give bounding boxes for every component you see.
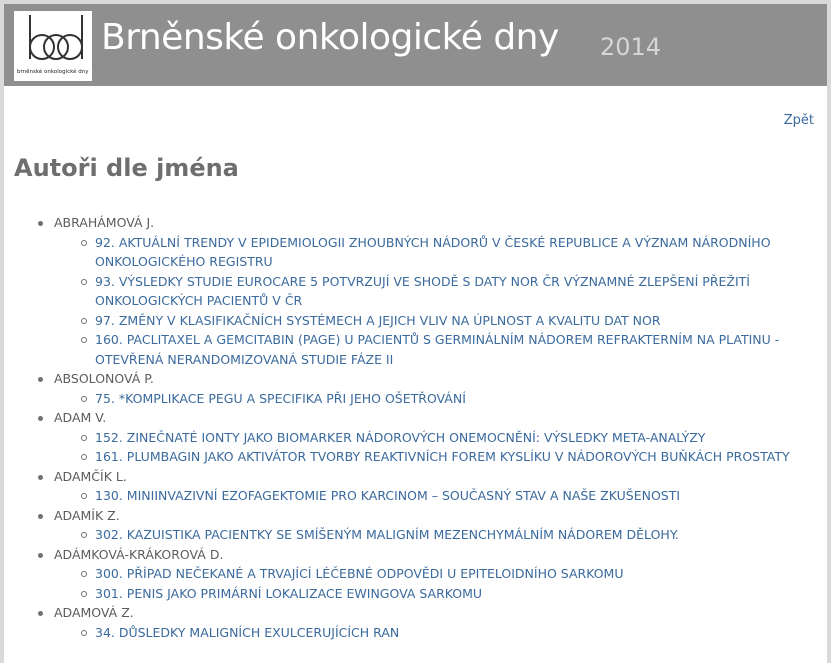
author-name: ADAMOVÁ Z. bbox=[54, 605, 134, 620]
site-title: Brněnské onkologické dny bbox=[101, 17, 559, 58]
paper-title[interactable]: 93. VÝSLEDKY STUDIE EUROCARE 5 POTVRZUJÍ VE SHODĚ S DATY NOR ČR VÝZNAMNÉ ZLEPŠENÍ PŘEŽITÍ ONKOLOGICKÝCH PACIENTŮ V ČR bbox=[95, 273, 750, 308]
circle-bullet-icon bbox=[81, 318, 87, 324]
site-year: 2014 bbox=[600, 33, 662, 61]
disc-bullet-icon bbox=[38, 377, 43, 382]
paper-list bbox=[54, 233, 827, 370]
disc-bullet-icon bbox=[38, 514, 43, 519]
author-name: ABRAHÁMOVÁ J. bbox=[54, 215, 155, 230]
disc-bullet-icon bbox=[38, 553, 43, 558]
paper-link[interactable] bbox=[54, 389, 827, 409]
paper-link[interactable] bbox=[54, 233, 827, 272]
paper-list bbox=[54, 389, 827, 409]
paper-list bbox=[54, 564, 827, 603]
paper-link[interactable] bbox=[54, 584, 827, 604]
paper-title[interactable]: 300. PŘÍPAD NEČEKANÉ A TRVAJÍCÍ LÉČEBNÉ ODPOVĚDI U EPITELOIDNÍHO SARKOMU bbox=[95, 566, 624, 581]
circle-bullet-icon bbox=[81, 435, 87, 441]
author-list bbox=[4, 213, 827, 642]
paper-title[interactable]: 161. PLUMBAGIN JAKO AKTIVÁTOR TVORBY REAKTIVNÍCH FOREM KYSLÍKU V NÁDOROVÝCH BUŇKÁCH PROSTATY bbox=[95, 449, 790, 464]
paper-title[interactable]: 302. KAZUISTIKA PACIENTKY SE SMÍŠENÝM MALIGNÍM MEZENCHYMÁLNÍM NÁDOREM DĚLOHY. bbox=[95, 527, 679, 542]
author-item bbox=[4, 408, 827, 467]
author-name: ADÁMKOVÁ-KRÁKOROVÁ D. bbox=[54, 546, 224, 562]
author-item bbox=[4, 213, 827, 369]
disc-bullet-icon bbox=[38, 475, 43, 480]
logo-caption: brněnské onkologické dny bbox=[17, 69, 89, 75]
page-frame bbox=[4, 4, 827, 663]
paper-link[interactable] bbox=[54, 564, 827, 584]
paper-link[interactable] bbox=[54, 272, 827, 311]
disc-bullet-icon bbox=[38, 416, 43, 421]
paper-link[interactable] bbox=[54, 486, 827, 506]
circle-bullet-icon bbox=[81, 279, 87, 285]
author-item bbox=[4, 603, 827, 642]
paper-title[interactable]: 301. PENIS JAKO PRIMÁRNÍ LOKALIZACE EWINGOVA SARKOMU bbox=[95, 585, 483, 601]
paper-link[interactable] bbox=[54, 447, 827, 467]
circle-bullet-icon bbox=[81, 571, 87, 577]
disc-bullet-icon bbox=[38, 611, 43, 616]
circle-bullet-icon bbox=[81, 532, 87, 538]
paper-list bbox=[54, 486, 827, 506]
paper-title[interactable]: 34. DŮSLEDKY MALIGNÍCH EXULCERUJÍCÍCH RAN bbox=[95, 624, 400, 640]
paper-link[interactable] bbox=[54, 330, 827, 369]
paper-title[interactable]: 75. *KOMPLIKACE PEGU A SPECIFIKA PŘI JEHO OŠETŘOVÁNÍ bbox=[95, 390, 466, 406]
paper-list bbox=[54, 525, 827, 545]
circle-bullet-icon bbox=[81, 240, 87, 246]
circle-bullet-icon bbox=[81, 396, 87, 402]
author-item bbox=[4, 369, 827, 408]
circle-bullet-icon bbox=[81, 591, 87, 597]
author-name: ABSOLONOVÁ P. bbox=[54, 371, 154, 386]
paper-link[interactable] bbox=[54, 525, 827, 545]
circle-bullet-icon bbox=[81, 493, 87, 499]
circle-bullet-icon bbox=[81, 337, 87, 343]
paper-title[interactable]: 160. PACLITAXEL A GEMCITABIN (PAGE) U PACIENTŮ S GERMINÁLNÍM NÁDOREM REFRAKTERNÍM NA PLATINU - OTEVŘENÁ NERANDOMIZOVANÁ STUDIE FÁZE II bbox=[95, 332, 780, 367]
paper-title[interactable]: 152. ZINEČNATÉ IONTY JAKO BIOMARKER NÁDOROVÝCH ONEMOCNĚNÍ: VÝSLEDKY META-ANALÝZY bbox=[95, 429, 706, 445]
circle-bullet-icon bbox=[81, 630, 87, 636]
logo[interactable] bbox=[14, 11, 92, 81]
paper-link[interactable] bbox=[54, 428, 827, 448]
paper-list bbox=[54, 428, 827, 467]
paper-title[interactable]: 97. ZMĚNY V KLASIFIKAČNÍCH SYSTÉMECH A JEJICH VLIV NA ÚPLNOST A KVALITU DAT NOR bbox=[95, 312, 661, 328]
page-title: Autoři dle jména bbox=[14, 154, 239, 182]
paper-title[interactable]: 130. MINIINVAZIVNÍ EZOFAGEKTOMIE PRO KARCINOM – SOUČASNÝ STAV A NAŠE ZKUŠENOSTI bbox=[95, 488, 681, 503]
paper-title[interactable]: 92. AKTUÁLNÍ TRENDY V EPIDEMIOLOGII ZHOUBNÝCH NÁDORŮ V ČESKÉ REPUBLICE A VÝZNAM NÁRODNÍHO ONKOLOGICKÉHO REGISTRU bbox=[95, 234, 771, 269]
author-item bbox=[4, 467, 827, 506]
circle-bullet-icon bbox=[81, 454, 87, 460]
author-item bbox=[4, 506, 827, 545]
bod-logo-icon bbox=[18, 13, 88, 69]
paper-link[interactable] bbox=[54, 311, 827, 331]
author-item bbox=[4, 545, 827, 604]
header-banner bbox=[4, 4, 827, 86]
author-name: ADAMÍK Z. bbox=[54, 507, 120, 523]
paper-list bbox=[54, 623, 827, 643]
author-name: ADAMČÍK L. bbox=[54, 468, 127, 484]
author-name: ADAM V. bbox=[54, 410, 107, 425]
paper-link[interactable] bbox=[54, 623, 827, 643]
back-link[interactable]: Zpět bbox=[783, 113, 814, 128]
disc-bullet-icon bbox=[38, 221, 43, 226]
